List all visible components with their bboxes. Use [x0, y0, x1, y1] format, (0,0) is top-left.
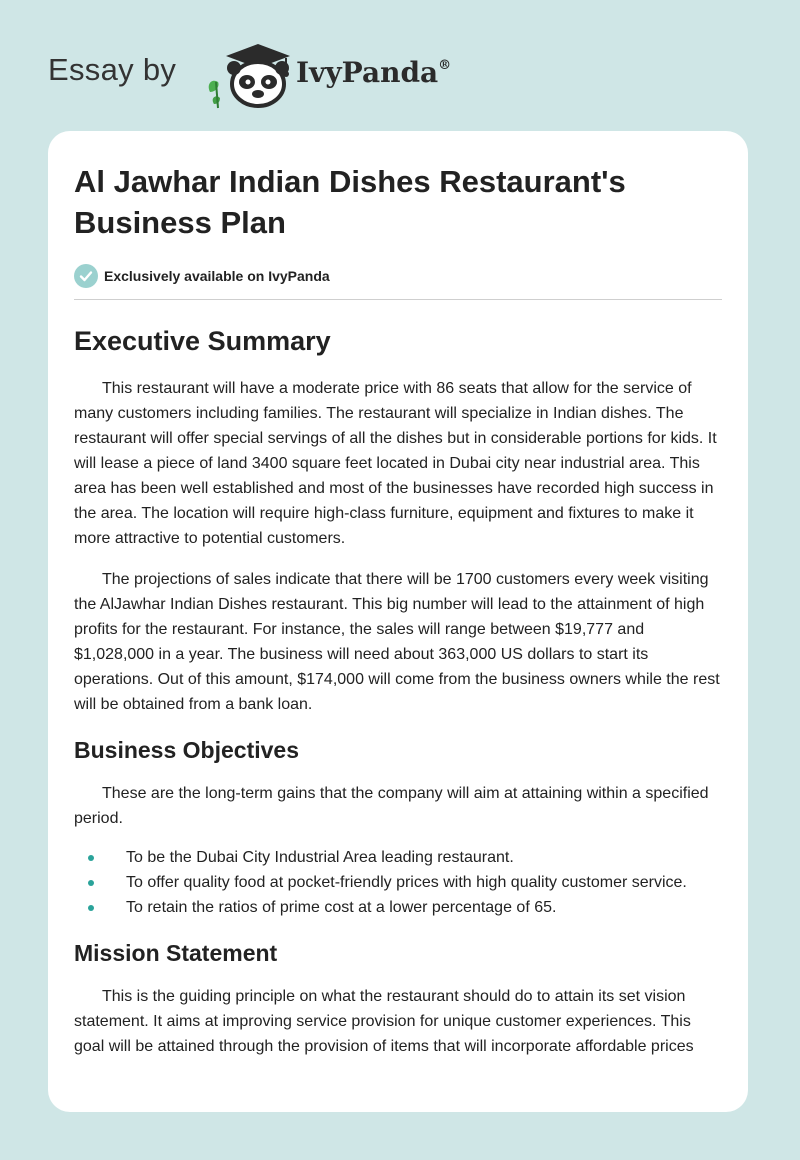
paragraph: This is the guiding principle on what the restaurant should do to attain its set vision statement. It aims at improving service provision for unique customer experiences. This goal will be attained through the provision of items that will incorporate affordable prices — [74, 988, 694, 1055]
brand-name[interactable]: IvyPanda® — [296, 56, 452, 89]
objectives-list — [74, 845, 722, 920]
check-icon — [74, 264, 98, 288]
paragraph: The projections of sales indicate that there will be 1700 customers every week visiting the AlJawhar Indian Dishes restaurant. This big number will lead to the attainment of high profits for the restaurant. For instance, the sales will range between $19,777 and $1,028,000 in a year. The business will need about 363,000 US dollars to start its operations. Out of this amount, $174,000 will come from the business owners while the rest will be obtained from a bank loan. — [74, 571, 720, 713]
bullet-dot-icon — [88, 905, 94, 911]
list-item-text: To be the Dubai City Industrial Area leading restaurant. — [126, 849, 514, 866]
list-item — [74, 870, 722, 895]
registered-mark: ® — [438, 58, 452, 73]
exclusive-badge — [74, 263, 722, 289]
paragraph: These are the long-term gains that the company will aim at attaining within a specified period. — [74, 785, 709, 827]
divider — [74, 299, 722, 300]
paragraph: This restaurant will have a moderate price with 86 seats that allow for the service of many customers including families. The restaurant will specialize in Indian dishes. The restaurant will offer special servings of all the dishes but in considerable portions for kids. It will lease a piece of land 3400 square feet located in Dubai city near industrial area. This area has been well established and most of the businesses have recorded high success in the area. The location will require high-class furniture, equipment and fixtures to make it more attractive to potential customers. — [74, 380, 717, 547]
list-item-text: To offer quality food at pocket-friendly prices with high quality customer service. — [126, 874, 687, 891]
essay-card — [48, 131, 748, 1112]
list-item-text: To retain the ratios of prime cost at a lower percentage of 65. — [126, 899, 557, 916]
list-item — [74, 845, 722, 870]
panda-logo-icon[interactable] — [204, 38, 296, 110]
list-item — [74, 895, 722, 920]
bullet-dot-icon — [88, 880, 94, 886]
site-header — [48, 38, 508, 108]
section-heading: Mission Statement — [74, 940, 278, 966]
page-title: Al Jawhar Indian Dishes Restaurant's Business Plan — [74, 164, 626, 240]
badge-label: Exclusively available on IvyPanda — [104, 268, 330, 284]
section-heading: Executive Summary — [74, 326, 331, 356]
section-heading: Business Objectives — [74, 737, 299, 763]
essay-by-label: Essay by — [48, 52, 177, 87]
bullet-dot-icon — [88, 855, 94, 861]
